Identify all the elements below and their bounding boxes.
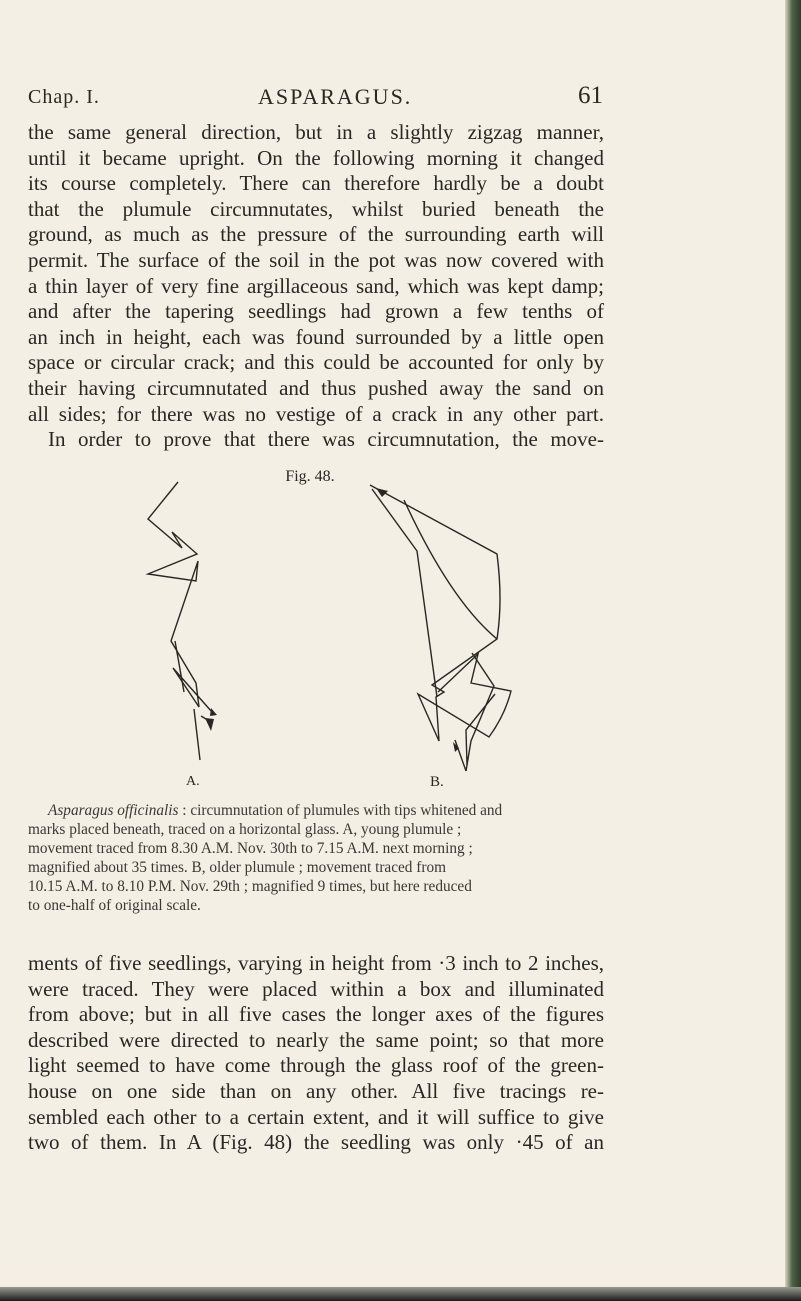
figure-caption — [28, 801, 604, 915]
panel-a-label: A. — [186, 774, 200, 789]
caption-line-1 — [28, 801, 604, 820]
panel-b-label: B. — [430, 774, 444, 790]
caption-line: movement traced from 8.30 A.M. Nov. 30th to 7.15 A.M. next morning ; — [28, 840, 473, 857]
text-line: an inch in height, each was found surrounded by a little open — [28, 324, 604, 349]
chapter-label: Chap. I. — [28, 86, 100, 108]
text-line: ments of five seedlings, varying in height from ·3 inch to 2 inches, — [28, 951, 604, 975]
text-line: space or circular crack; and this could be accounted for only by — [28, 350, 604, 375]
text-line: sembled each other to a certain extent, and it will suffice to give — [28, 1104, 604, 1129]
running-title: ASPARAGUS. — [258, 84, 413, 109]
caption-line: to one-half of original scale. — [28, 897, 201, 914]
text-line: two of them. In A (Fig. 48) the seedling was only ·45 of an — [28, 1130, 604, 1155]
text-line: house on one side than on any other. All five tracings re- — [28, 1078, 604, 1103]
text-line: were traced. They were placed within a box and illuminated — [28, 976, 604, 1001]
tracing-a-arrows — [205, 708, 217, 731]
tracing-b — [370, 485, 511, 771]
text-line: until it became upright. On the following morning it changed — [28, 145, 604, 170]
body-text-bottom — [28, 951, 604, 1156]
running-header — [28, 82, 603, 112]
text-line: In order to prove that there was circumnutation, the move- — [48, 427, 604, 452]
text-line: light seemed to have come through the glass roof of the green- — [28, 1053, 604, 1078]
text-line: the same general direction, but in a slightly zigzag manner, — [28, 120, 604, 144]
text-line: its course completely. There can therefore hardly be a doubt — [28, 171, 604, 196]
caption-text: : circumnutation of plumules with tips whitened and — [182, 802, 503, 819]
caption-line: magnified about 35 times. B, older plumule ; movement traced from — [28, 859, 447, 876]
caption-species: Asparagus officinalis — [48, 802, 179, 819]
book-spine-edge — [785, 0, 801, 1301]
text-line: permit. The surface of the soil in the pot was now covered with — [28, 247, 604, 272]
text-line: their having circumnutated and thus pushed away the sand on — [28, 375, 604, 400]
page-number: 61 — [578, 82, 603, 109]
text-line: all sides; for there was no vestige of a crack in any other part. — [28, 401, 604, 426]
scan-bottom-edge — [0, 1287, 801, 1301]
text-line: a thin layer of very fine argillaceous sand, which was kept damp; — [28, 273, 604, 298]
body-text-top — [28, 120, 604, 453]
figure-label: Fig. 48. — [285, 468, 335, 485]
figure-48-tracings — [0, 470, 600, 780]
text-line: described were directed to nearly the same point; so that more — [28, 1027, 604, 1052]
text-line: from above; but in all five cases the longer axes of the figures — [28, 1002, 604, 1027]
text-line: and after the tapering seedlings had grown a few tenths of — [28, 299, 604, 324]
tracing-a — [148, 482, 212, 760]
text-line: ground, as much as the pressure of the surrounding earth will — [28, 222, 604, 247]
caption-line: 10.15 A.M. to 8.10 P.M. Nov. 29th ; magnified 9 times, but here reduced — [28, 878, 472, 895]
text-line: that the plumule circumnutates, whilst buried beneath the — [28, 196, 604, 221]
caption-line: marks placed beneath, traced on a horizontal glass. A, young plumule ; — [28, 821, 462, 838]
